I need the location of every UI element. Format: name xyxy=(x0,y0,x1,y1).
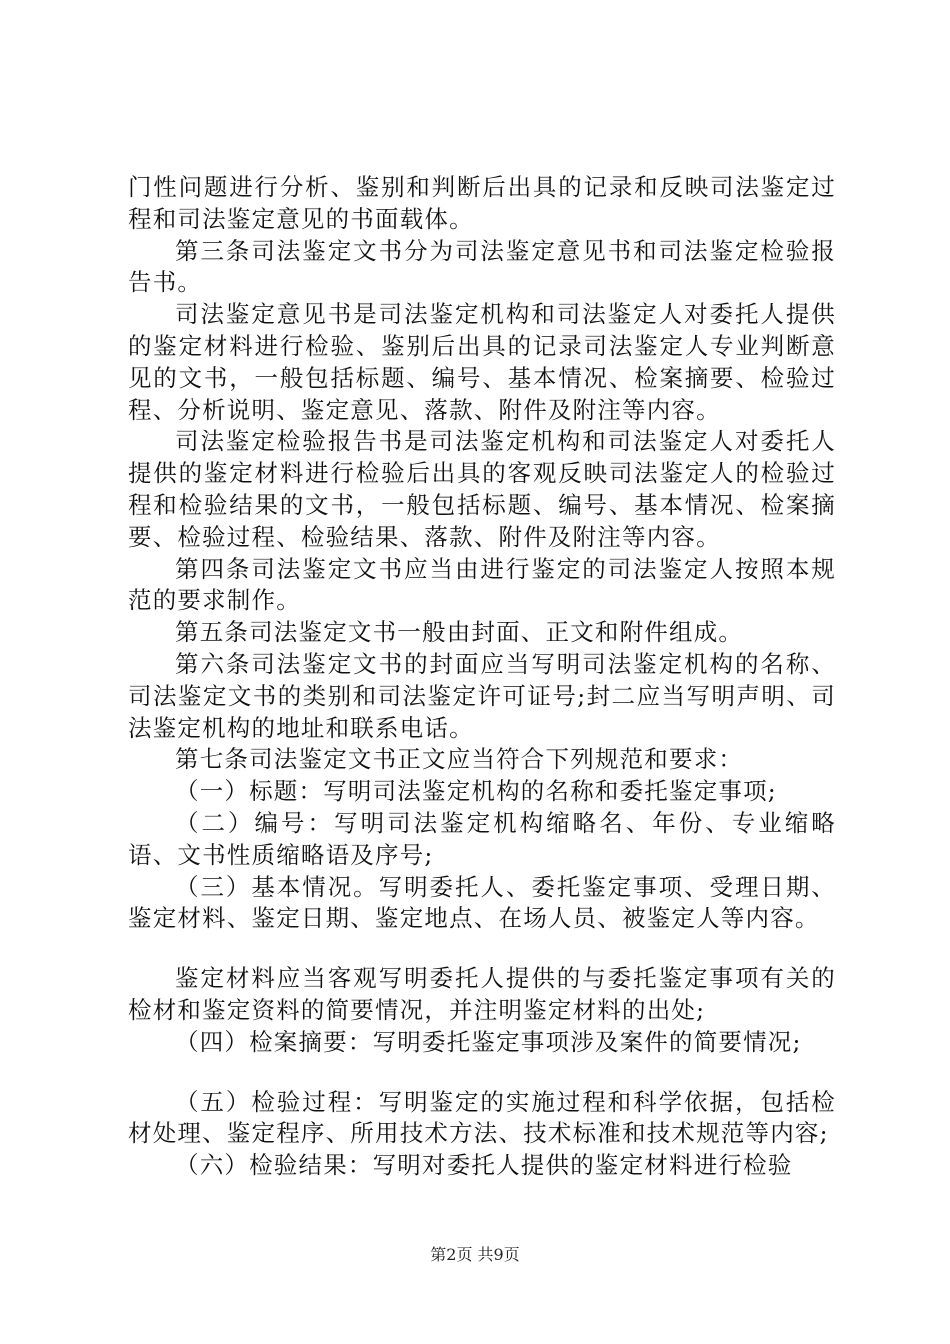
paragraph-materials: 鉴定材料应当客观写明委托人提供的与委托鉴定事项有关的检材和鉴定资料的简要情况，并注明鉴定材料的出处; xyxy=(128,964,836,1024)
document-body xyxy=(128,172,836,1182)
paragraph-item-3: （三）基本情况。写明委托人、委托鉴定事项、受理日期、鉴定材料、鉴定日期、鉴定地点、在场人员、被鉴定人等内容。 xyxy=(128,872,836,933)
paragraph-item-2: （二）编号：写明司法鉴定机构缩略名、年份、专业缩略语、文书性质缩略语及序号; xyxy=(128,808,836,869)
paragraph-opinion-definition: 司法鉴定意见书是司法鉴定机构和司法鉴定人对委托人提供的鉴定材料进行检验、鉴别后出具的记录司法鉴定人专业判断意见的文书，一般包括标题、编号、基本情况、检案摘要、检验过程、分析说明、鉴定意见、落款、附件及附注等内容。 xyxy=(128,300,836,424)
paragraph-continuation: 门性问题进行分析、鉴别和判断后出具的记录和反映司法鉴定过程和司法鉴定意见的书面载体。 xyxy=(128,173,836,233)
paragraph-gap xyxy=(128,1059,836,1087)
paragraph-article-7: 第七条司法鉴定文书正文应当符合下列规范和要求： xyxy=(175,745,744,774)
paragraph-gap xyxy=(128,935,836,963)
paragraph-article-4: 第四条司法鉴定文书应当由进行鉴定的司法鉴定人按照本规范的要求制作。 xyxy=(128,554,836,615)
page-number-footer: 第2页 共9页 xyxy=(430,1245,520,1264)
paragraph-item-1: （一）标题：写明司法鉴定机构的名称和委托鉴定事项; xyxy=(175,777,777,806)
paragraph-article-6: 第六条司法鉴定文书的封面应当写明司法鉴定机构的名称、司法鉴定文书的类别和司法鉴定许可证号;封二应当写明声明、司法鉴定机构的地址和联系电话。 xyxy=(128,649,836,742)
paragraph-item-6: （六）检验结果：写明对委托人提供的鉴定材料进行检验 xyxy=(175,1151,793,1180)
paragraph-report-definition: 司法鉴定检验报告书是司法鉴定机构和司法鉴定人对委托人提供的鉴定材料进行检验后出具的客观反映司法鉴定人的检验过程和检验结果的文书，一般包括标题、编号、基本情况、检案摘要、检验过程、检验结果、落款、附件及附注等内容。 xyxy=(128,427,836,551)
paragraph-item-5: （五）检验过程：写明鉴定的实施过程和科学依据，包括检材处理、鉴定程序、所用技术方法、技术标准和技术规范等内容; xyxy=(128,1087,836,1148)
paragraph-item-4: （四）检案摘要：写明委托鉴定事项涉及案件的简要情况; xyxy=(175,1027,802,1056)
paragraph-article-5: 第五条司法鉴定文书一般由封面、正文和附件组成。 xyxy=(175,618,744,647)
paragraph-article-3: 第三条司法鉴定文书分为司法鉴定意见书和司法鉴定检验报告书。 xyxy=(128,236,836,297)
